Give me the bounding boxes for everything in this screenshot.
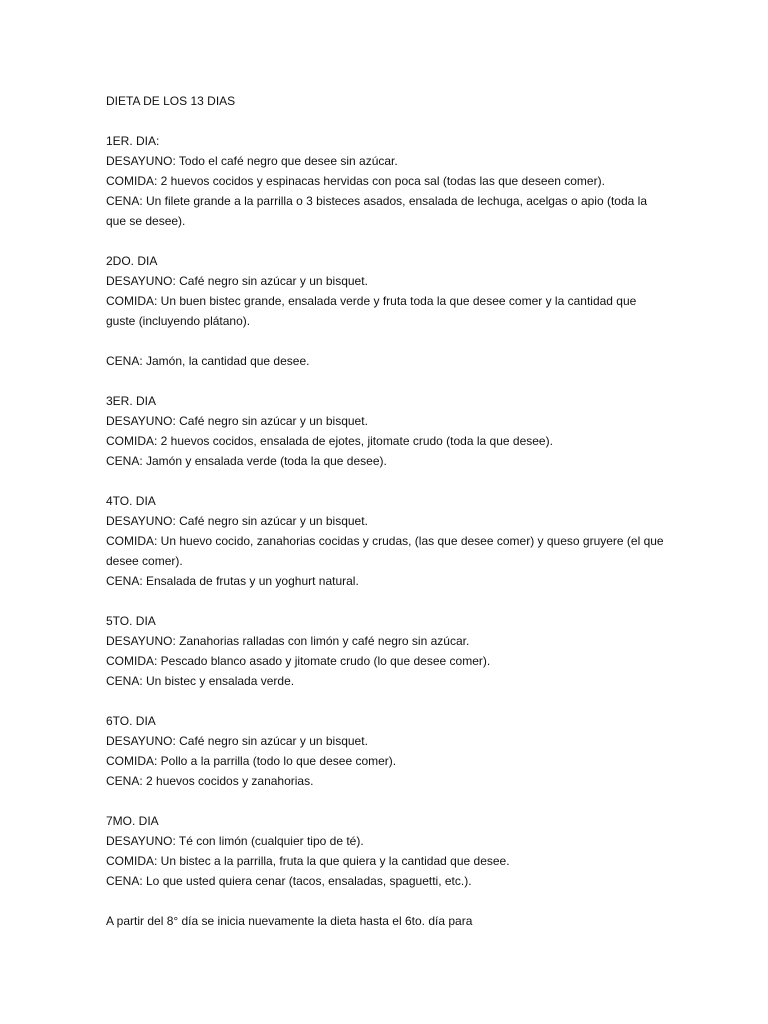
breakfast-line: DESAYUNO: Zanahorias ralladas con limón y café negro sin azúcar. bbox=[106, 634, 470, 648]
day-heading: 1ER. DIA: bbox=[106, 134, 160, 148]
day-heading: 5TO. DIA bbox=[106, 614, 156, 628]
paragraph-gap bbox=[106, 331, 666, 351]
lunch-line: COMIDA: Un buen bistec grande, ensalada verde y fruta toda la que desee comer y la cantidad que guste (incluyendo plátano). bbox=[106, 294, 637, 328]
day-section-3 bbox=[106, 391, 666, 471]
breakfast-line: DESAYUNO: Café negro sin azúcar y un bisquet. bbox=[106, 414, 368, 428]
day-heading: 7MO. DIA bbox=[106, 814, 159, 828]
day-section-5 bbox=[106, 611, 666, 691]
document-title: DIETA DE LOS 13 DIAS bbox=[106, 94, 236, 108]
lunch-line: COMIDA: 2 huevos cocidos, ensalada de ejotes, jitomate crudo (toda la que desee). bbox=[106, 434, 553, 448]
dinner-line: CENA: Jamón, la cantidad que desee. bbox=[106, 354, 310, 368]
breakfast-line: DESAYUNO: Café negro sin azúcar y un bisquet. bbox=[106, 734, 368, 748]
lunch-line: COMIDA: Un huevo cocido, zanahorias cocidas y crudas, (las que desee comer) y queso gruyere (el que desee comer). bbox=[106, 534, 664, 568]
day-heading: 2DO. DIA bbox=[106, 254, 158, 268]
lunch-line: COMIDA: Un bistec a la parrilla, fruta la que quiera y la cantidad que desee. bbox=[106, 854, 510, 868]
dinner-line: CENA: 2 huevos cocidos y zanahorias. bbox=[106, 774, 314, 788]
day-section-1 bbox=[106, 131, 666, 231]
dinner-line: CENA: Ensalada de frutas y un yoghurt natural. bbox=[106, 574, 359, 588]
lunch-line: COMIDA: 2 huevos cocidos y espinacas hervidas con poca sal (todas las que deseen comer). bbox=[106, 174, 605, 188]
document-page bbox=[106, 91, 666, 931]
dinner-line: CENA: Un bistec y ensalada verde. bbox=[106, 674, 295, 688]
breakfast-line: DESAYUNO: Todo el café negro que desee sin azúcar. bbox=[106, 154, 398, 168]
footer-note: A partir del 8° día se inicia nuevamente la dieta hasta el 6to. día para bbox=[106, 914, 473, 928]
breakfast-line: DESAYUNO: Café negro sin azúcar y un bisquet. bbox=[106, 274, 368, 288]
day-heading: 4TO. DIA bbox=[106, 494, 156, 508]
day-section-6 bbox=[106, 711, 666, 791]
lunch-line: COMIDA: Pescado blanco asado y jitomate crudo (lo que desee comer). bbox=[106, 654, 491, 668]
day-heading: 3ER. DIA bbox=[106, 394, 157, 408]
dinner-line: CENA: Jamón y ensalada verde (toda la que desee). bbox=[106, 454, 387, 468]
breakfast-line: DESAYUNO: Café negro sin azúcar y un bisquet. bbox=[106, 514, 368, 528]
dinner-line: CENA: Un filete grande a la parrilla o 3 bisteces asados, ensalada de lechuga, acelgas o apio (toda la que se desee). bbox=[106, 194, 648, 228]
lunch-line: COMIDA: Pollo a la parrilla (todo lo que desee comer). bbox=[106, 754, 397, 768]
breakfast-line: DESAYUNO: Té con limón (cualquier tipo de té). bbox=[106, 834, 364, 848]
day-section-2 bbox=[106, 251, 666, 371]
dinner-line: CENA: Lo que usted quiera cenar (tacos, ensaladas, spaguetti, etc.). bbox=[106, 874, 472, 888]
day-section-7 bbox=[106, 811, 666, 891]
day-heading: 6TO. DIA bbox=[106, 714, 156, 728]
day-section-4 bbox=[106, 491, 666, 591]
